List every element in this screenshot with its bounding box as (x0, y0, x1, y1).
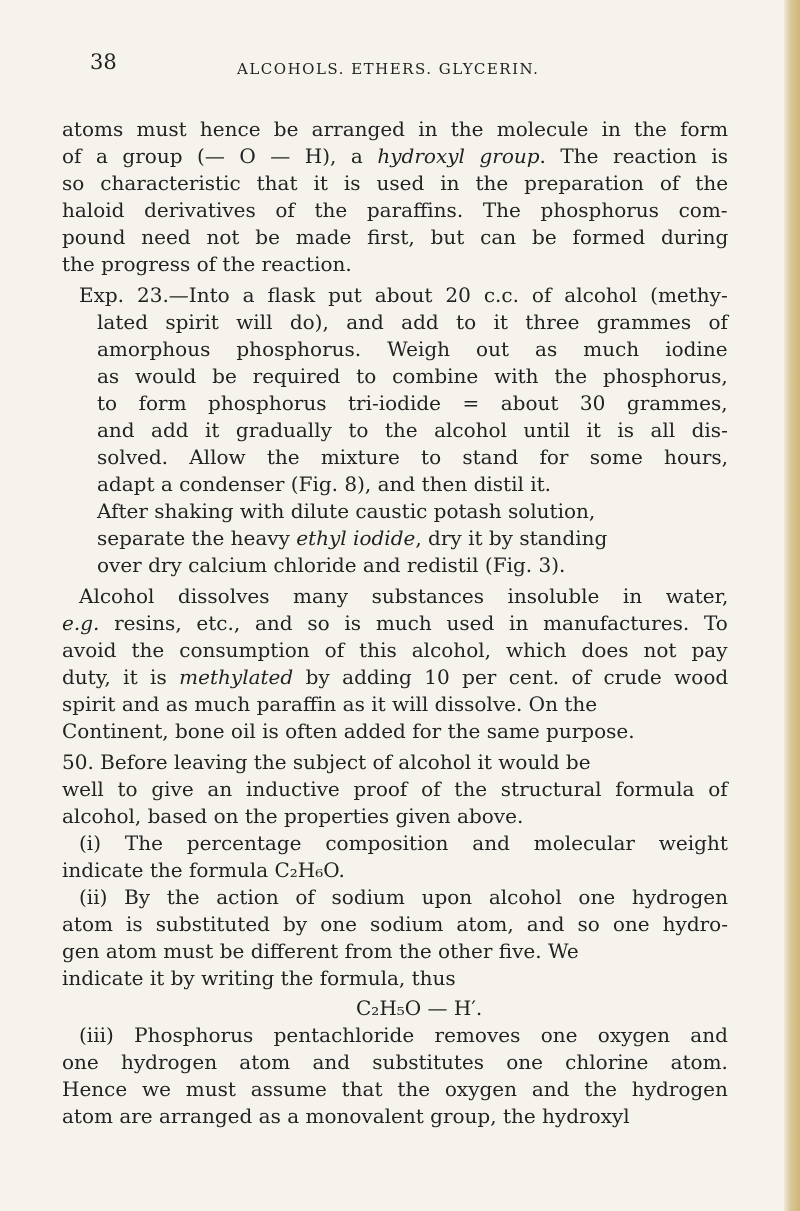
text-line (97, 498, 595, 524)
text-line (62, 1076, 728, 1102)
text-line (62, 691, 597, 717)
text-run: the progress of the reaction. (62, 252, 352, 276)
text-line (62, 718, 635, 744)
text-run: well to give an inductive proof of the structural formula of (62, 777, 728, 801)
text-line (62, 803, 523, 829)
text-run: haloid derivatives of the paraffins. The phosphorus com- (62, 198, 728, 222)
text-run: resins, etc., and so is much used in manufactures. To (99, 611, 728, 635)
text-line (62, 224, 728, 250)
text-run: duty, it is (62, 665, 180, 689)
text-line (97, 417, 728, 443)
text-line (62, 938, 579, 964)
text-line (79, 583, 728, 609)
page-edge (784, 0, 800, 1211)
text-line (97, 471, 551, 497)
text-line (62, 251, 352, 277)
italic-term: hydroxyl group (377, 144, 540, 168)
text-line (62, 197, 728, 223)
italic-term: e.g. (62, 611, 100, 635)
text-line (62, 610, 728, 636)
text-line (97, 336, 728, 362)
text-run: pound need not be made first, but can be formed during (62, 225, 729, 249)
text-line (62, 116, 728, 142)
text-run: of a group (— O — H), a (62, 144, 378, 168)
text-line (62, 911, 728, 937)
text-run: as would be required to combine with the phosphorus, (97, 364, 728, 388)
text-run: Continent, bone oil is often added for the same purpose. (62, 719, 635, 743)
text-run: by adding 10 per cent. of crude wood (293, 665, 729, 689)
text-run: . The reaction is (539, 144, 729, 168)
text-line (97, 309, 728, 335)
text-line (97, 444, 728, 470)
text-line (62, 170, 728, 196)
text-run: alcohol, based on the properties given above. (62, 804, 524, 828)
text-run: (i) The percentage composition and molecular weight (79, 831, 728, 855)
text-line (62, 749, 591, 775)
text-run: Alcohol dissolves many substances insoluble in water, (79, 584, 729, 608)
text-line (62, 1103, 630, 1129)
text-line (62, 857, 345, 883)
text-line (356, 995, 482, 1021)
text-run: atom is substituted by one sodium atom, and so one hydro- (62, 912, 728, 936)
text-line (97, 552, 565, 578)
text-run: , dry it by standing (415, 526, 608, 550)
text-run: spirit and as much paraffin as it will dissolve. On the (62, 692, 598, 716)
text-line (79, 1022, 728, 1048)
text-run: and add it gradually to the alcohol until it is all dis- (97, 418, 728, 442)
text-run: 50. Before leaving the subject of alcohol it would be (62, 750, 591, 774)
text-run: Exp. 23.—Into a flask put about 20 c.c. of alcohol (methy- (79, 283, 728, 307)
text-run: After shaking with dilute caustic potash solution, (97, 499, 596, 523)
text-run: C₂H₅O — H′. (356, 996, 483, 1020)
text-run: avoid the consumption of this alcohol, which does not pay (62, 638, 728, 662)
text-line (62, 1049, 728, 1075)
text-line (97, 525, 607, 551)
text-run: lated spirit will do), and add to it three grammes of (97, 310, 728, 334)
text-line (97, 363, 728, 389)
text-line (62, 965, 456, 991)
text-run: (iii) Phosphorus pentachloride removes one oxygen and (79, 1023, 728, 1047)
text-run: over dry calcium chloride and redistil (Fig. 3). (97, 553, 566, 577)
text-line (62, 664, 728, 690)
text-run: (ii) By the action of sodium upon alcohol one hydrogen (79, 885, 728, 909)
text-line (79, 830, 728, 856)
running-title: ALCOHOLS. ETHERS. GLYCERIN. (237, 60, 540, 78)
italic-term: ethyl iodide (296, 526, 416, 550)
page-number: 38 (90, 50, 117, 74)
text-run: Hence we must assume that the oxygen and the hydrogen (62, 1077, 728, 1101)
text-run: indicate the formula C₂H₆O. (62, 858, 345, 882)
text-run: separate the heavy (97, 526, 297, 550)
text-line (62, 143, 728, 169)
text-line (79, 282, 728, 308)
text-run: amorphous phosphorus. Weigh out as much iodine (97, 337, 728, 361)
text-run: adapt a condenser (Fig. 8), and then distil it. (97, 472, 552, 496)
text-run: atom are arranged as a monovalent group, the hydroxyl (62, 1104, 630, 1128)
text-run: one hydrogen atom and substitutes one chlorine atom. (62, 1050, 728, 1074)
text-run: gen atom must be different from the other five. We (62, 939, 579, 963)
text-run: so characteristic that it is used in the preparation of the (62, 171, 729, 195)
text-line (62, 776, 728, 802)
text-line (62, 637, 728, 663)
text-line (97, 390, 728, 416)
text-run: atoms must hence be arranged in the molecule in the form (62, 117, 729, 141)
text-run: solved. Allow the mixture to stand for some hours, (97, 445, 729, 469)
text-run: indicate it by writing the formula, thus (62, 966, 456, 990)
text-line (79, 884, 728, 910)
italic-term: methylated (179, 665, 294, 689)
text-run: to form phosphorus tri-iodide = about 30 grammes, (97, 391, 728, 415)
